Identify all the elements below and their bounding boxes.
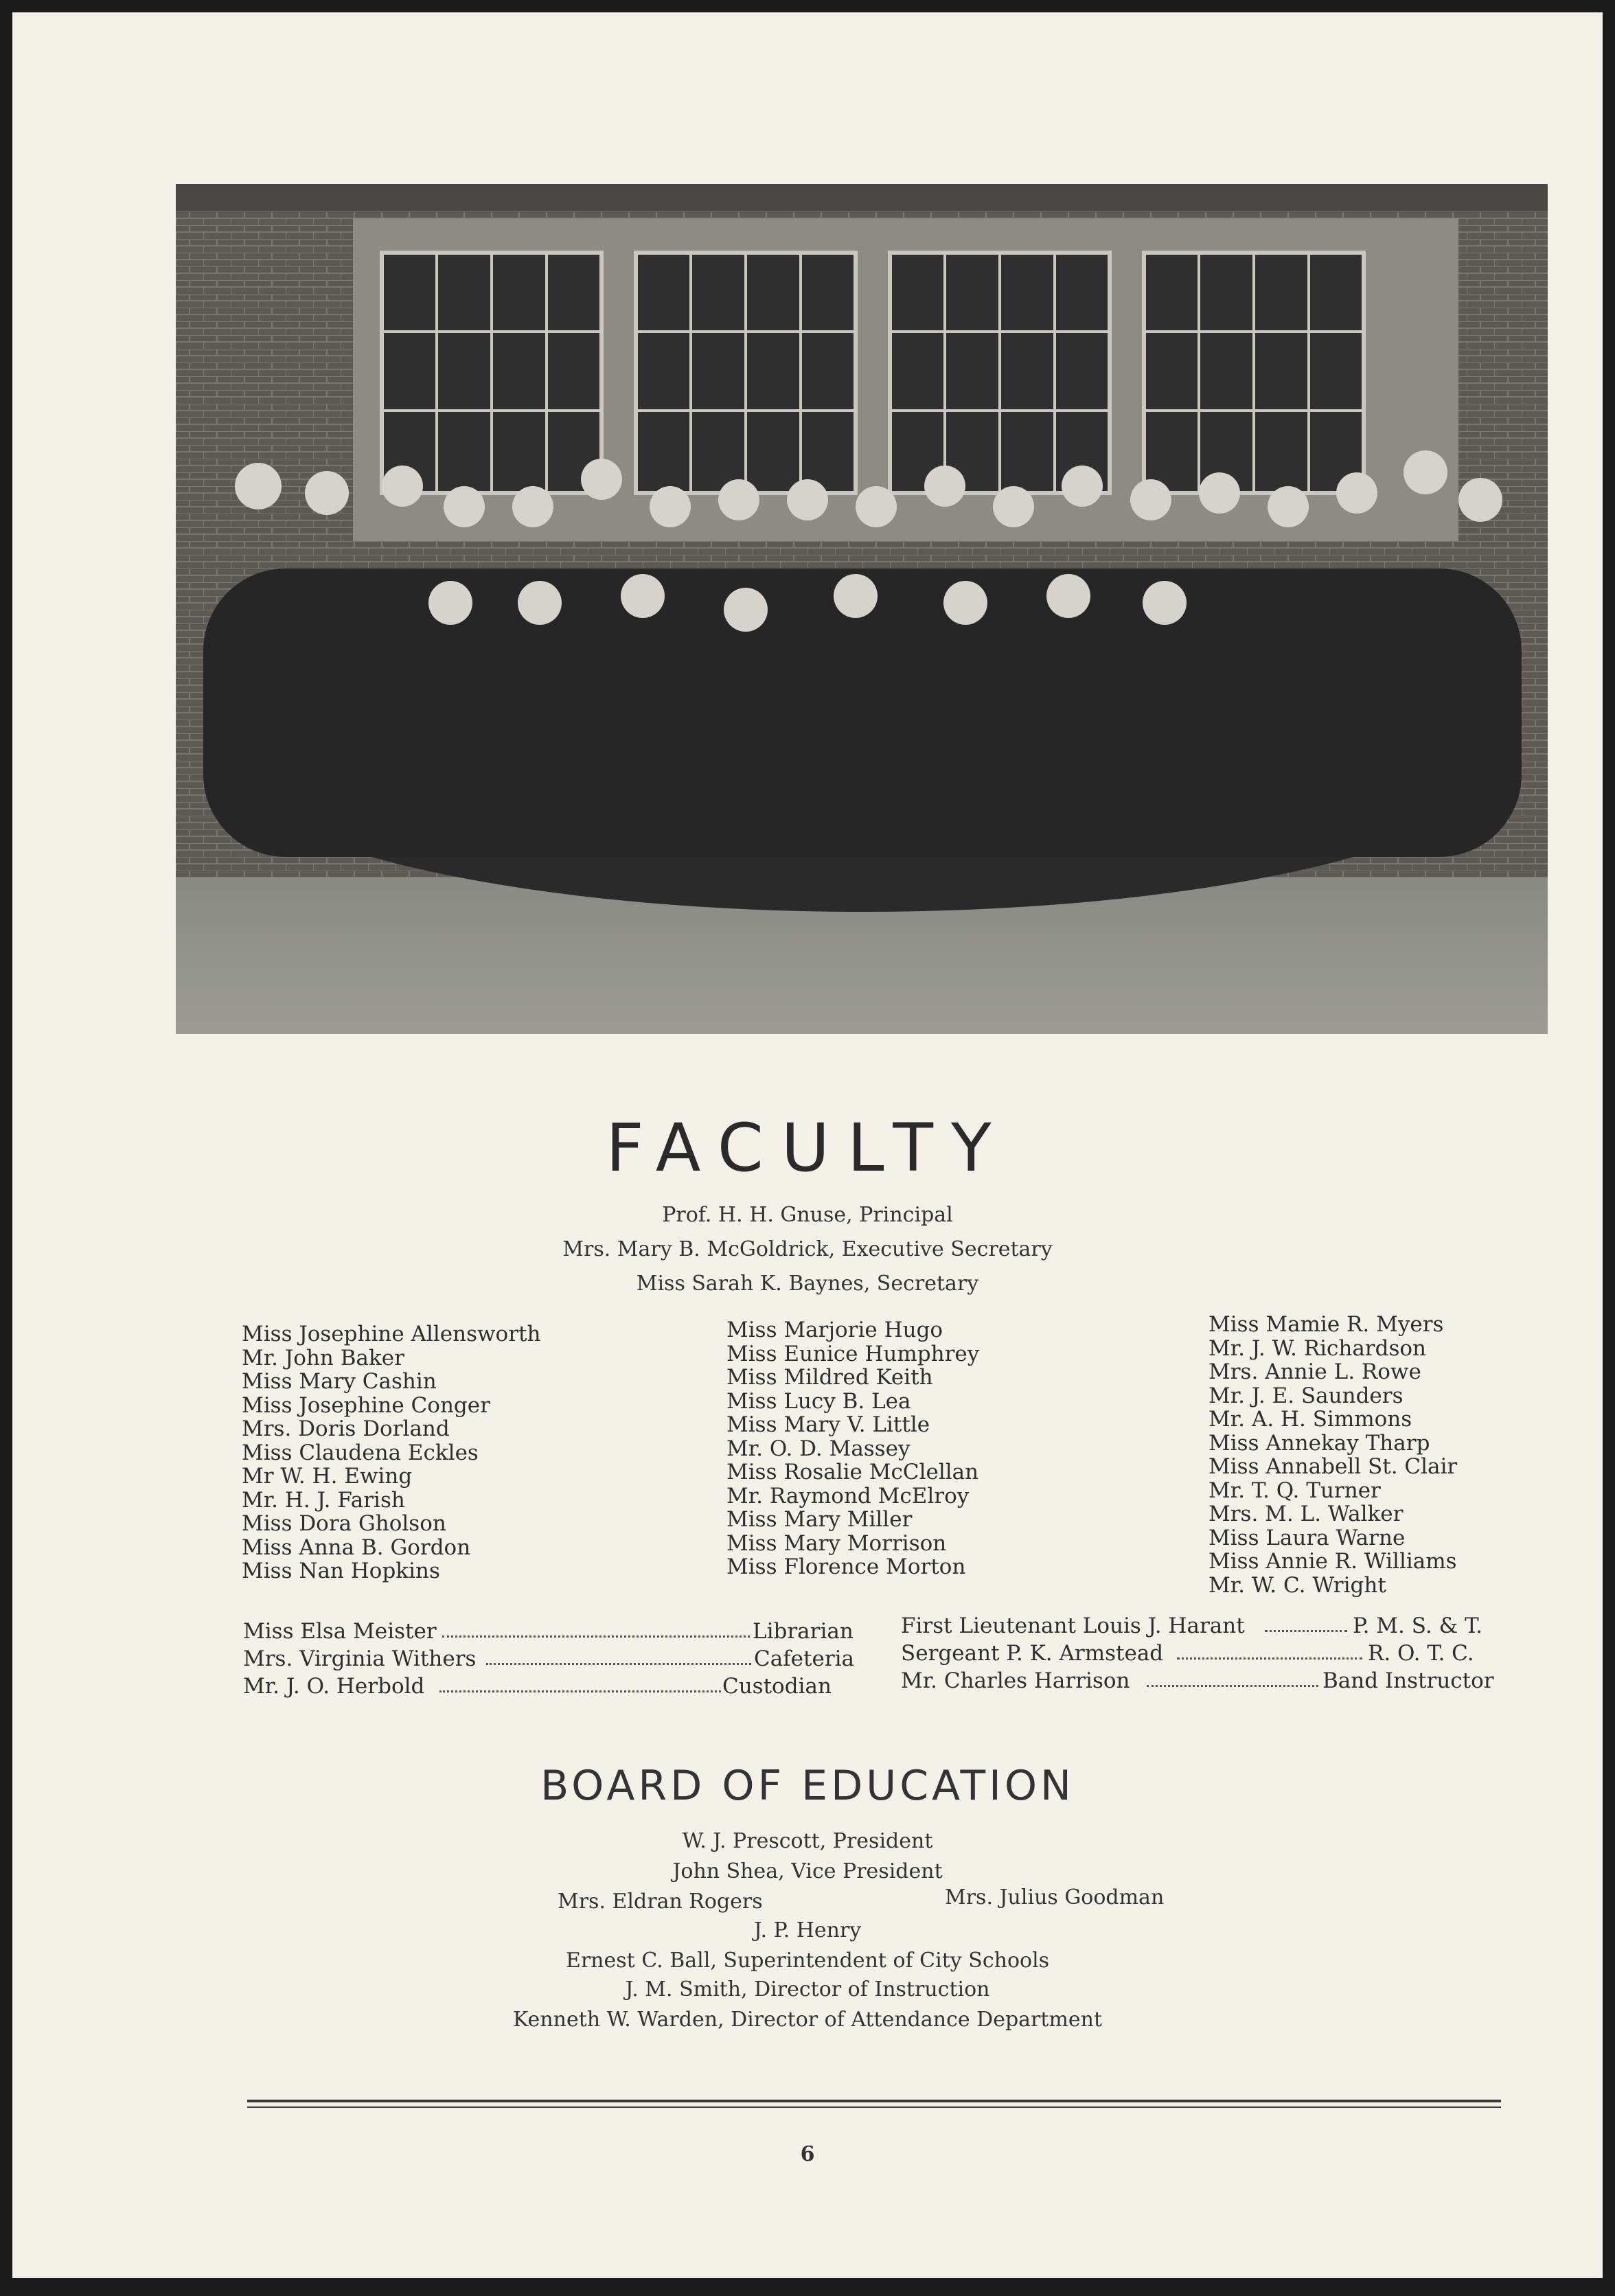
faculty-member: Mr. J. E. Saunders — [1209, 1383, 1404, 1408]
staff-row — [901, 1641, 1505, 1668]
staff-name: Mr. Charles Harrison — [901, 1668, 1130, 1693]
staff-row — [243, 1619, 854, 1646]
faculty-column-left — [242, 1322, 540, 1583]
faculty-member: Miss Josephine Allensworth — [242, 1322, 541, 1346]
faculty-member: Mr. J. W. Richardson — [1209, 1335, 1427, 1361]
principal: Prof. H. H. Gnuse, Principal — [662, 1203, 953, 1227]
leader-dots — [1147, 1685, 1318, 1687]
faculty-member: Miss Florence Morton — [726, 1554, 966, 1579]
staff-row — [243, 1646, 855, 1674]
faculty-member: Mrs. Annie L. Rowe — [1209, 1359, 1421, 1384]
faculty-member: Mr. A. H. Simmons — [1209, 1407, 1412, 1432]
page-number: 6 — [800, 2142, 815, 2166]
faculty-member: Miss Mary Cashin — [242, 1369, 437, 1394]
staff-name: Miss Elsa Meister — [243, 1619, 437, 1644]
staff-name: First Lieutenant Louis J. Harant — [901, 1614, 1245, 1638]
board-vice-president: John Shea, Vice President — [672, 1859, 943, 1883]
board-president: W. J. Prescott, President — [682, 1829, 933, 1853]
leader-dots — [442, 1635, 750, 1638]
faculty-member: Mr. W. C. Wright — [1209, 1572, 1386, 1598]
board-director-attendance: Kenneth W. Warden, Director of Attendance Department — [512, 2008, 1103, 2032]
faculty-member: Miss Mildred Keith — [726, 1365, 933, 1390]
faculty-group-photo — [176, 184, 1548, 1034]
staff-role: Custodian — [722, 1674, 832, 1699]
faculty-member: Miss Anna B. Gordon — [242, 1535, 471, 1560]
faculty-column-right — [1209, 1313, 1457, 1597]
faculty-member: Miss Annekay Tharp — [1209, 1430, 1430, 1456]
staff-name: Mrs. Virginia Withers — [243, 1646, 477, 1671]
staff-role: Cafeteria — [754, 1646, 855, 1671]
faculty-member: Miss Lucy B. Lea — [726, 1388, 911, 1414]
faculty-member: Mr. O. D. Massey — [726, 1436, 910, 1461]
leader-dots — [1265, 1630, 1347, 1632]
faculty-column-middle — [726, 1318, 979, 1579]
divider-rule — [247, 2106, 1501, 2108]
faculty-title: FACULTY — [606, 1110, 1009, 1186]
yearbook-page — [12, 12, 1603, 2278]
faculty-member: Miss Eunice Humphrey — [726, 1341, 980, 1366]
faculty-member: Miss Annabell St. Clair — [1209, 1454, 1458, 1479]
faculty-member: Miss Mary V. Little — [726, 1412, 930, 1437]
leader-dots — [439, 1690, 721, 1692]
faculty-member: Miss Dora Gholson — [242, 1511, 446, 1536]
faculty-member: Miss Nan Hopkins — [242, 1559, 440, 1583]
faculty-member: Mr. Raymond McElroy — [726, 1483, 970, 1508]
executive-secretary: Mrs. Mary B. McGoldrick, Executive Secretary — [562, 1237, 1053, 1261]
leader-dots — [486, 1663, 751, 1665]
faculty-member: Miss Laura Warne — [1209, 1525, 1406, 1550]
faculty-member: Miss Mamie R. Myers — [1209, 1312, 1444, 1337]
faculty-member: Miss Josephine Conger — [242, 1392, 490, 1418]
faculty-member: Miss Claudena Eckles — [242, 1440, 479, 1465]
faculty-member: Mr. John Baker — [242, 1345, 404, 1370]
staff-name: Sergeant P. K. Armstead — [901, 1641, 1164, 1666]
secretary: Miss Sarah K. Baynes, Secretary — [636, 1272, 979, 1296]
faculty-member: Miss Mary Miller — [726, 1507, 913, 1532]
staff-row — [901, 1614, 1505, 1641]
board-member-left: Mrs. Eldran Rogers — [558, 1890, 763, 1914]
faculty-member: Mr. T. Q. Turner — [1209, 1478, 1381, 1503]
faculty-member: Miss Mary Morrison — [726, 1530, 947, 1556]
faculty-member: Mrs. M. L. Walker — [1209, 1502, 1404, 1526]
board-superintendent: Ernest C. Ball, Superintendent of City Schools — [565, 1949, 1050, 1973]
staff-name: Mr. J. O. Herbold — [243, 1674, 425, 1699]
staff-row — [901, 1668, 1505, 1696]
faculty-member: Mr. H. J. Farish — [242, 1487, 405, 1513]
board-director-instruction: J. M. Smith, Director of Instruction — [625, 1977, 990, 2001]
faculty-member: Miss Rosalie McClellan — [726, 1460, 979, 1484]
divider-rule — [247, 2100, 1501, 2102]
staff-row — [243, 1674, 843, 1701]
staff-role: Librarian — [753, 1619, 854, 1644]
faculty-member: Mrs. Doris Dorland — [242, 1416, 450, 1441]
leader-dots — [1177, 1657, 1362, 1660]
faculty-member: Miss Annie R. Williams — [1209, 1549, 1457, 1574]
staff-role: P. M. S. & T. — [1353, 1614, 1482, 1638]
faculty-member: Miss Marjorie Hugo — [726, 1318, 943, 1342]
board-title: BOARD OF EDUCATION — [540, 1762, 1075, 1810]
faculty-member: Mr W. H. Ewing — [242, 1464, 413, 1489]
staff-role: R. O. T. C. — [1368, 1641, 1474, 1666]
staff-role: Band Instructor — [1322, 1668, 1494, 1693]
board-member-center: J. P. Henry — [753, 1918, 862, 1942]
board-member-right: Mrs. Julius Goodman — [945, 1885, 1165, 1909]
